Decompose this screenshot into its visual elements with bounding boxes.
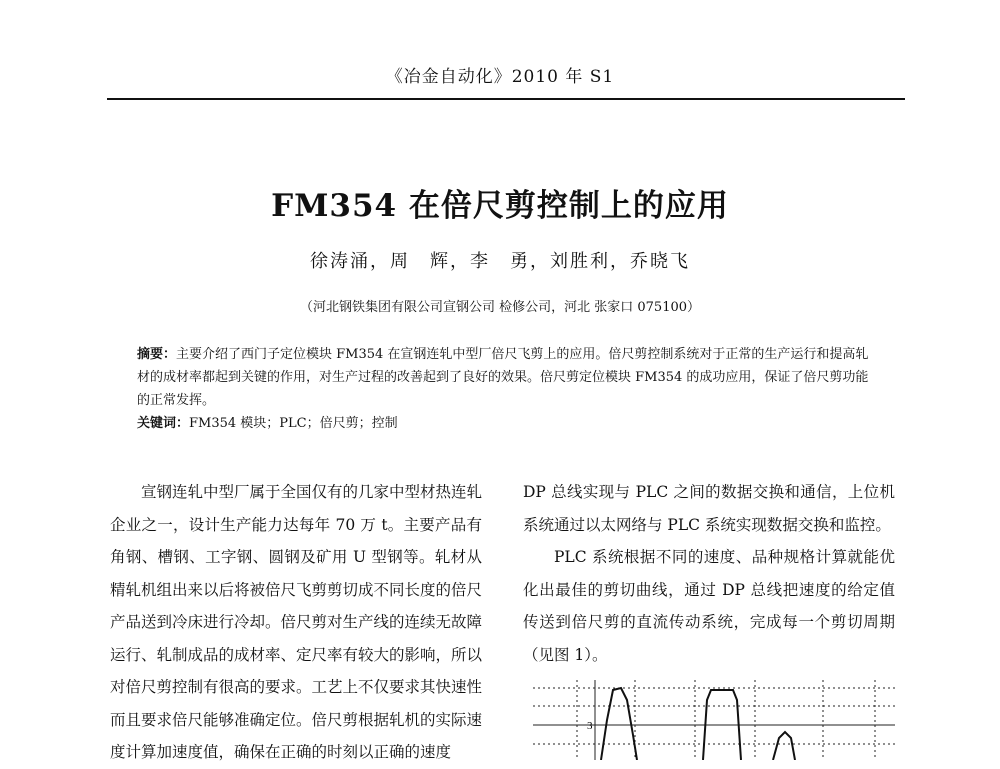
curve-peak-1 — [601, 688, 637, 760]
keywords-text: FM354 模块；PLC；倍尺剪；控制 — [189, 416, 398, 431]
running-head: 《冶金自动化》2010 年 S1 — [385, 67, 615, 87]
figure-1-cutting-curve — [523, 680, 903, 760]
body-left-column — [110, 476, 482, 769]
abstract-block — [137, 343, 875, 435]
abstract — [137, 343, 875, 412]
authors: 徐涛涌，周 辉，李 勇，刘胜利，乔晓飞 — [310, 251, 690, 272]
keywords — [137, 412, 875, 435]
header-rule — [107, 98, 905, 100]
affiliation: （河北钢铁集团有限公司宣钢公司 检修公司，河北 张家口 075100） — [299, 300, 701, 315]
curve-peak-3 — [773, 732, 795, 760]
abstract-label: 摘要： — [137, 347, 177, 362]
axis-tick-label: 3 — [587, 720, 593, 732]
keywords-label: 关键词： — [137, 416, 190, 431]
body-paragraph: PLC 系统根据不同的速度、品种规格计算就能优化出最佳的剪切曲线，通过 DP 总线把速度的给定值传送到倍尺剪的直流传动系统，完成每一个剪切周期（见图 1）。 — [523, 548, 895, 664]
body-right-column — [523, 476, 895, 671]
abstract-text: 主要介绍了西门子定位模块 FM354 在宣钢连轧中型厂倍尺飞剪上的应用。倍尺剪控制系统对于正常的生产运行和提高轧材的成材率都起到关键的作用，对生产过程的改善起到了良好的效果。倍尺剪定位模块 FM354 的成功应用，保证了倍尺剪功能的正常发挥。 — [137, 347, 869, 408]
body-paragraph: DP 总线实现与 PLC 之间的数据交换和通信，上位机系统通过以太网络与 PLC 系统实现数据交换和监控。 — [523, 483, 895, 534]
body-paragraph: 宣钢连轧中型厂属于全国仅有的几家中型材热连轧企业之一，设计生产能力达每年 70 万 t。主要产品有角钢、槽钢、工字钢、圆钢及矿用 U 型钢等。轧材从精轧机组出来以后将被倍尺飞剪剪切成不同长度的倍尺产品送到冷床进行冷却。倍尺剪对生产线的连续无故障运行、轧制成品的成材率、定尺率有较大的影响，所以对倍尺剪控制有很高的要求。工艺上不仅要求其快速性而且要求倍尺能够准确定位。倍尺剪根据轧机的实际速度计算加速度值，确保在正确的时刻以正确的速度 — [110, 483, 483, 761]
paper-title: FM354 在倍尺剪控制上的应用 — [271, 188, 729, 224]
cutting-curve-plot — [523, 680, 903, 760]
